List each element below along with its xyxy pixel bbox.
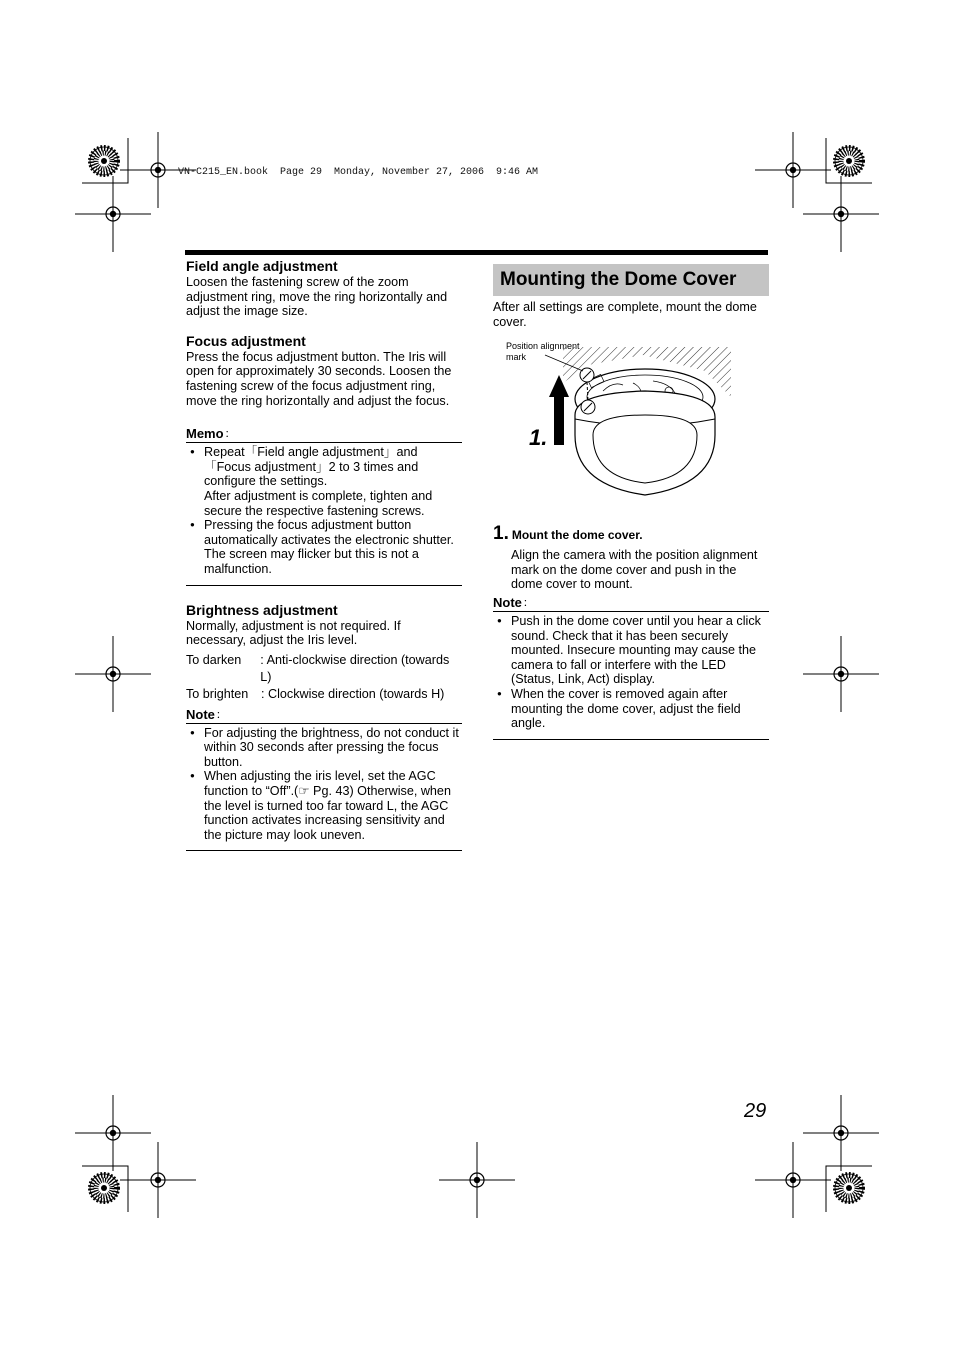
field-angle-section	[186, 258, 462, 319]
note-item: ● When the cover is removed again after mounting the dome cover, adjust the field angle.	[493, 687, 769, 731]
figure-callout	[506, 341, 580, 363]
brighten-key: To brighten	[186, 686, 249, 701]
note-item: ● When adjusting the iris level, set the AGC function to “Off”.(☞ Pg. 43) Otherwise, when the level is turned too far toward L, the AGC function activates increasing sensitivity and the picture may look uneven.	[186, 769, 462, 842]
memo-item: ● Pressing the focus adjustment button automatically activates the electronic shutter. The screen may flicker but this is not a malfunction.	[186, 518, 462, 576]
memo-colon: ：	[224, 428, 236, 441]
field-angle-title: Field angle adjustment	[186, 258, 338, 274]
left-note-header	[186, 706, 462, 724]
step-1	[493, 523, 769, 545]
right-note-box	[493, 594, 769, 740]
dome-cover-figure	[493, 335, 769, 515]
right-note-list	[493, 614, 769, 731]
step-title: Mount the dome cover.	[511, 528, 643, 543]
callout-line-1: Position alignment	[506, 341, 580, 352]
brightness-section	[186, 602, 462, 703]
darken-row	[186, 652, 462, 686]
right-note-label: Note	[493, 594, 522, 610]
note-item: ● Push in the dome cover until you hear a click sound. Check that it has been securely mounted. Insecure mounting may cause the camera to fall or interfere with the LED (Status, Link, Act) display.	[493, 614, 769, 687]
step-body: Align the camera with the position alignment mark on the dome cover and push in the dome cover to mount.	[511, 548, 758, 592]
note-item: ● For adjusting the brightness, do not conduct it within 30 seconds after pressing the focus button.	[186, 726, 462, 770]
field-angle-body: Loosen the fastening screw of the zoom adjustment ring, move the ring horizontally and adjust the image size.	[186, 275, 448, 319]
darken-key: To darken	[186, 652, 242, 667]
darken-value: : Anti-clockwise direction (towards L)	[260, 652, 450, 684]
section-title: Mounting the Dome Cover	[500, 269, 737, 290]
focus-section	[186, 333, 462, 408]
callout-line-2: mark	[506, 352, 526, 363]
intro-text: After all settings are complete, mount the dome cover.	[493, 300, 757, 329]
file-info-header: VN-C215_EN.book Page 29 Monday, November 27, 2006 9:46 AM	[178, 167, 539, 178]
left-column	[186, 258, 462, 851]
right-note-header	[493, 594, 769, 612]
step-number: 1.	[493, 523, 509, 545]
left-note-colon: ：	[215, 708, 227, 721]
left-note-label: Note	[186, 706, 215, 722]
figure-step-label: 1.	[529, 425, 548, 451]
brightness-title: Brightness adjustment	[186, 601, 338, 618]
left-note-box	[186, 706, 462, 852]
section-title-bar	[493, 264, 769, 296]
memo-item-text: After adjustment is complete, tighten and secure the respective fastening screws.	[204, 488, 433, 518]
memo-box	[186, 425, 462, 585]
brighten-row	[186, 686, 462, 703]
focus-title: Focus adjustment	[186, 332, 306, 349]
brighten-value: : Clockwise direction (towards H)	[261, 686, 445, 701]
brightness-body: Normally, adjustment is not required. If necessary, adjust the Iris level.	[186, 618, 401, 648]
right-column	[493, 264, 769, 740]
page-number: 29	[744, 1100, 767, 1122]
memo-label: Memo	[186, 426, 224, 442]
top-rule	[185, 250, 768, 255]
memo-item-continued	[186, 489, 462, 518]
right-note-colon: ：	[522, 596, 534, 609]
left-note-list	[186, 726, 462, 843]
memo-header	[186, 425, 462, 443]
focus-body: Press the focus adjustment button. The Iris will open for approximately 30 seconds. Loosen the fastening screw of the focus adjustment ring, move the ring horizontally and adjust the focus.	[186, 349, 452, 408]
memo-item: ● Repeat「Field angle adjustment」and「Focus adjustment」2 to 3 times and configure the settings.	[186, 445, 462, 489]
memo-list	[186, 445, 462, 576]
